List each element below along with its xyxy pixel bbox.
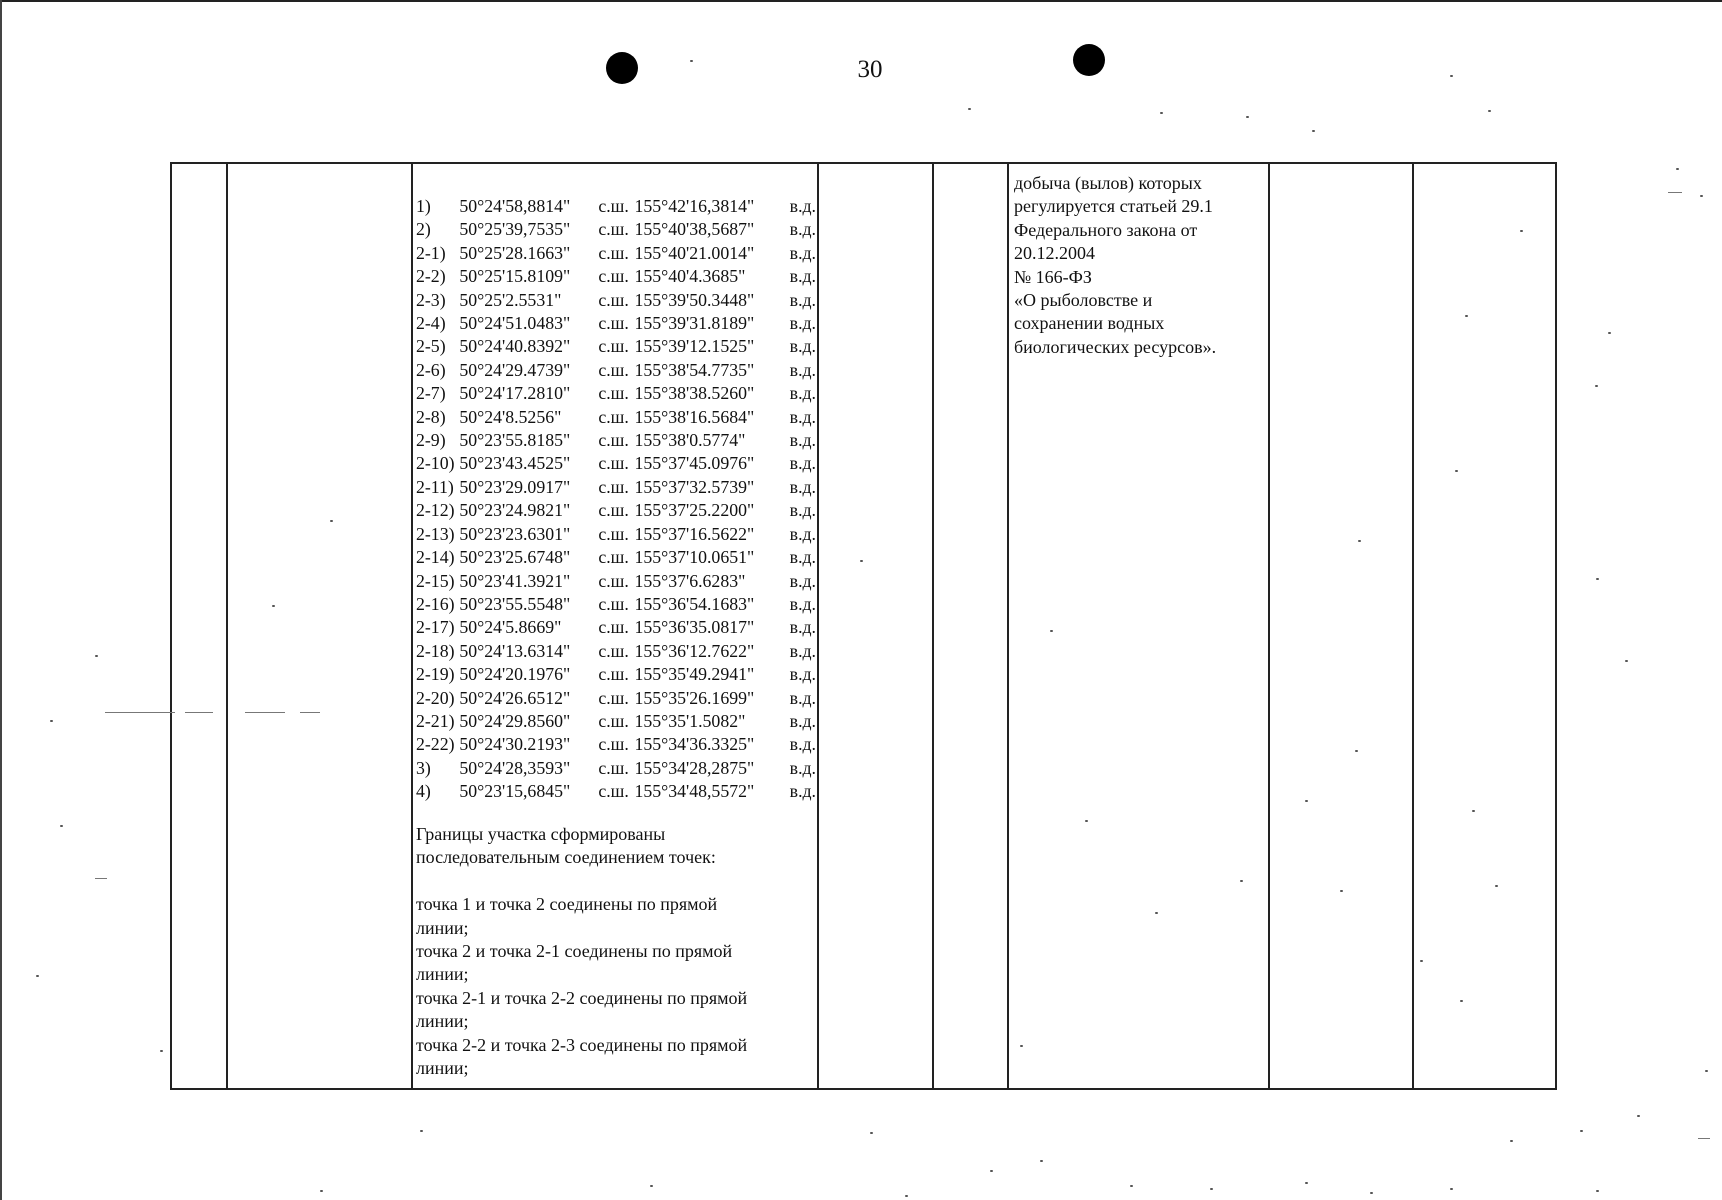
- coordinates-list: [416, 195, 816, 804]
- latitude-value: 50°24'28,3593": [459, 757, 571, 778]
- latitude-label: с.ш.: [598, 547, 629, 568]
- latitude-value: 50°25'39,7535": [459, 219, 571, 240]
- longitude-label: в.д.: [789, 781, 817, 802]
- point-number: 2-9): [416, 430, 446, 451]
- coordinate-row: [416, 289, 816, 312]
- latitude-label: с.ш.: [598, 757, 629, 778]
- latitude-value: 50°23'24.9821": [459, 500, 571, 521]
- table-frame: [170, 162, 1557, 1090]
- point-number: 2-13): [416, 523, 455, 544]
- latitude-value: 50°23'43.4525": [459, 453, 571, 474]
- latitude-label: с.ш.: [598, 453, 629, 474]
- point-number: 2-3): [416, 289, 446, 310]
- boundary-intro-line: последовательным соединением точек:: [416, 847, 716, 868]
- point-number: 2-18): [416, 640, 455, 661]
- point-number: 3): [416, 757, 431, 778]
- longitude-value: 155°39'31.8189": [634, 313, 755, 334]
- longitude-value: 155°36'35.0817": [634, 617, 755, 638]
- longitude-label: в.д.: [789, 734, 817, 755]
- longitude-value: 155°37'6.6283": [634, 570, 746, 591]
- longitude-label: в.д.: [789, 500, 817, 521]
- coordinate-row: [416, 195, 816, 218]
- longitude-value: 155°36'12.7622": [634, 640, 755, 661]
- latitude-label: с.ш.: [598, 500, 629, 521]
- point-number: 2-10): [416, 453, 455, 474]
- note-line: «О рыболовстве и: [1014, 290, 1153, 311]
- latitude-value: 50°23'55.8185": [459, 430, 571, 451]
- latitude-label: с.ш.: [598, 734, 629, 755]
- coordinate-row: [416, 640, 816, 663]
- latitude-label: с.ш.: [598, 710, 629, 731]
- latitude-label: с.ш.: [598, 313, 629, 334]
- longitude-label: в.д.: [789, 196, 817, 216]
- latitude-label: с.ш.: [598, 219, 629, 240]
- latitude-label: с.ш.: [598, 476, 629, 497]
- latitude-value: 50°24'20.1976": [459, 664, 571, 685]
- connection-line: линии;: [416, 1011, 469, 1032]
- longitude-value: 155°37'25.2200": [634, 500, 755, 521]
- longitude-value: 155°39'50.3448": [634, 289, 755, 310]
- longitude-value: 155°34'48,5572": [634, 781, 755, 802]
- latitude-label: с.ш.: [598, 523, 629, 544]
- coordinate-row: [416, 733, 816, 756]
- connection-line: точка 2-1 и точка 2-2 соединены по прямой: [416, 987, 748, 1008]
- longitude-label: в.д.: [789, 617, 817, 638]
- longitude-value: 155°37'32.5739": [634, 476, 755, 497]
- longitude-label: в.д.: [789, 359, 817, 380]
- coordinate-row: [416, 406, 816, 429]
- latitude-value: 50°24'5.8669": [459, 617, 562, 638]
- longitude-label: в.д.: [789, 710, 817, 731]
- coordinate-row: [416, 780, 816, 803]
- longitude-value: 155°37'45.0976": [634, 453, 755, 474]
- longitude-value: 155°38'54.7735": [634, 359, 755, 380]
- longitude-label: в.д.: [789, 219, 817, 240]
- latitude-label: с.ш.: [598, 781, 629, 802]
- latitude-value: 50°25'2.5531": [459, 289, 562, 310]
- latitude-label: с.ш.: [598, 359, 629, 380]
- longitude-label: в.д.: [789, 383, 817, 404]
- point-number: 2-14): [416, 547, 455, 568]
- coordinate-row: [416, 499, 816, 522]
- longitude-value: 155°34'28,2875": [634, 757, 755, 778]
- coordinate-row: [416, 335, 816, 358]
- coordinate-row: [416, 546, 816, 569]
- column-divider: [1412, 164, 1414, 1088]
- punch-hole-left: [606, 52, 638, 84]
- coordinate-row: [416, 265, 816, 288]
- connection-line: точка 1 и точка 2 соединены по прямой: [416, 894, 718, 915]
- latitude-value: 50°24'26.6512": [459, 687, 571, 708]
- longitude-value: 155°35'49.2941": [634, 664, 755, 685]
- longitude-value: 155°38'0.5774": [634, 430, 746, 451]
- longitude-label: в.д.: [789, 640, 817, 661]
- longitude-label: в.д.: [789, 266, 817, 287]
- connection-line: линии;: [416, 964, 469, 985]
- latitude-value: 50°24'30.2193": [459, 734, 571, 755]
- point-number: 2-20): [416, 687, 455, 708]
- column-divider: [1007, 164, 1009, 1088]
- note-line: добыча (вылов) которых: [1014, 173, 1202, 193]
- point-number: 2-17): [416, 617, 455, 638]
- longitude-value: 155°36'54.1683": [634, 593, 755, 614]
- latitude-label: с.ш.: [598, 593, 629, 614]
- longitude-value: 155°40'38,5687": [634, 219, 755, 240]
- coordinate-row: [416, 570, 816, 593]
- longitude-label: в.д.: [789, 687, 817, 708]
- longitude-label: в.д.: [789, 453, 817, 474]
- coordinate-row: [416, 429, 816, 452]
- longitude-value: 155°34'36.3325": [634, 734, 755, 755]
- point-number: 2-2): [416, 266, 446, 287]
- point-number: 4): [416, 781, 431, 802]
- point-number: 2-1): [416, 242, 446, 263]
- latitude-label: с.ш.: [598, 406, 629, 427]
- connection-line: линии;: [416, 1058, 469, 1079]
- point-number: 1): [416, 196, 431, 216]
- coordinate-row: [416, 359, 816, 382]
- longitude-label: в.д.: [789, 336, 817, 357]
- latitude-label: с.ш.: [598, 570, 629, 591]
- latitude-value: 50°24'8.5256": [459, 406, 562, 427]
- coordinate-row: [416, 242, 816, 265]
- latitude-value: 50°24'29.8560": [459, 710, 571, 731]
- longitude-label: в.д.: [789, 523, 817, 544]
- boundary-description: [416, 823, 801, 1080]
- connection-line: точка 2-2 и точка 2-3 соединены по прямой: [416, 1034, 748, 1055]
- coordinate-row: [416, 710, 816, 733]
- latitude-value: 50°24'58,8814": [459, 196, 571, 216]
- point-number: 2-22): [416, 734, 455, 755]
- latitude-label: с.ш.: [598, 266, 629, 287]
- connection-line: точка 2 и точка 2-1 соединены по прямой: [416, 941, 733, 962]
- latitude-value: 50°23'15,6845": [459, 781, 571, 802]
- longitude-value: 155°38'38.5260": [634, 383, 755, 404]
- latitude-label: с.ш.: [598, 640, 629, 661]
- latitude-label: с.ш.: [598, 196, 629, 216]
- point-number: 2-12): [416, 500, 455, 521]
- note-line: регулируется статьей 29.1: [1014, 196, 1213, 217]
- scan-left-edge: [0, 0, 2, 1200]
- longitude-value: 155°35'26.1699": [634, 687, 755, 708]
- latitude-value: 50°24'40.8392": [459, 336, 571, 357]
- point-number: 2-19): [416, 664, 455, 685]
- latitude-label: с.ш.: [598, 617, 629, 638]
- longitude-label: в.д.: [789, 593, 817, 614]
- coordinate-row: [416, 593, 816, 616]
- scan-top-edge: [0, 0, 1722, 2]
- longitude-value: 155°40'4.3685": [634, 266, 746, 287]
- latitude-value: 50°23'25.6748": [459, 547, 571, 568]
- point-number: 2-5): [416, 336, 446, 357]
- latitude-value: 50°24'29.4739": [459, 359, 571, 380]
- note-line: биологических ресурсов».: [1014, 336, 1217, 357]
- point-number: 2-8): [416, 406, 446, 427]
- latitude-label: с.ш.: [598, 383, 629, 404]
- longitude-label: в.д.: [789, 313, 817, 334]
- longitude-label: в.д.: [789, 406, 817, 427]
- column-divider: [226, 164, 228, 1088]
- page-number: 30: [857, 56, 883, 83]
- longitude-label: в.д.: [789, 547, 817, 568]
- latitude-value: 50°25'28.1663": [459, 242, 571, 263]
- longitude-label: в.д.: [789, 664, 817, 685]
- longitude-value: 155°35'1.5082": [634, 710, 746, 731]
- latitude-value: 50°24'51.0483": [459, 313, 571, 334]
- boundary-intro-line: Границы участка сформированы: [416, 824, 666, 844]
- note-line: сохранении водных: [1014, 313, 1165, 334]
- longitude-label: в.д.: [789, 242, 817, 263]
- longitude-label: в.д.: [789, 430, 817, 451]
- latitude-label: с.ш.: [598, 242, 629, 263]
- point-number: 2-15): [416, 570, 455, 591]
- latitude-value: 50°23'23.6301": [459, 523, 571, 544]
- latitude-label: с.ш.: [598, 664, 629, 685]
- point-number: 2): [416, 219, 431, 240]
- longitude-value: 155°38'16.5684": [634, 406, 755, 427]
- point-number: 2-16): [416, 593, 455, 614]
- column-divider: [411, 164, 413, 1088]
- column-divider: [817, 164, 819, 1088]
- coordinate-row: [416, 476, 816, 499]
- legal-note: [1014, 172, 1259, 359]
- connection-line: линии;: [416, 917, 469, 938]
- coordinate-row: [416, 523, 816, 546]
- note-line: № 166-ФЗ: [1014, 266, 1092, 287]
- punch-hole-right: [1073, 44, 1105, 76]
- longitude-value: 155°42'16,3814": [634, 196, 755, 216]
- latitude-value: 50°23'29.0917": [459, 476, 571, 497]
- latitude-value: 50°24'17.2810": [459, 383, 571, 404]
- point-number: 2-7): [416, 383, 446, 404]
- latitude-value: 50°23'55.5548": [459, 593, 571, 614]
- latitude-label: с.ш.: [598, 289, 629, 310]
- coordinate-row: [416, 382, 816, 405]
- longitude-value: 155°39'12.1525": [634, 336, 755, 357]
- latitude-label: с.ш.: [598, 687, 629, 708]
- coordinate-row: [416, 218, 816, 241]
- longitude-label: в.д.: [789, 289, 817, 310]
- latitude-label: с.ш.: [598, 336, 629, 357]
- coordinate-row: [416, 616, 816, 639]
- point-number: 2-11): [416, 476, 454, 497]
- note-line: 20.12.2004: [1014, 243, 1095, 264]
- coordinate-row: [416, 663, 816, 686]
- latitude-value: 50°25'15.8109": [459, 266, 571, 287]
- longitude-label: в.д.: [789, 476, 817, 497]
- longitude-value: 155°37'16.5622": [634, 523, 755, 544]
- longitude-value: 155°40'21.0014": [634, 242, 755, 263]
- coordinate-row: [416, 452, 816, 475]
- latitude-label: с.ш.: [598, 430, 629, 451]
- point-number: 2-4): [416, 313, 446, 334]
- note-line: Федерального закона от: [1014, 219, 1198, 240]
- point-number: 2-21): [416, 710, 455, 731]
- latitude-value: 50°23'41.3921": [459, 570, 571, 591]
- latitude-value: 50°24'13.6314": [459, 640, 571, 661]
- column-divider: [1268, 164, 1270, 1088]
- longitude-label: в.д.: [789, 570, 817, 591]
- point-number: 2-6): [416, 359, 446, 380]
- longitude-label: в.д.: [789, 757, 817, 778]
- coordinate-row: [416, 757, 816, 780]
- longitude-value: 155°37'10.0651": [634, 547, 755, 568]
- coordinate-row: [416, 687, 816, 710]
- column-divider: [932, 164, 934, 1088]
- coordinate-row: [416, 312, 816, 335]
